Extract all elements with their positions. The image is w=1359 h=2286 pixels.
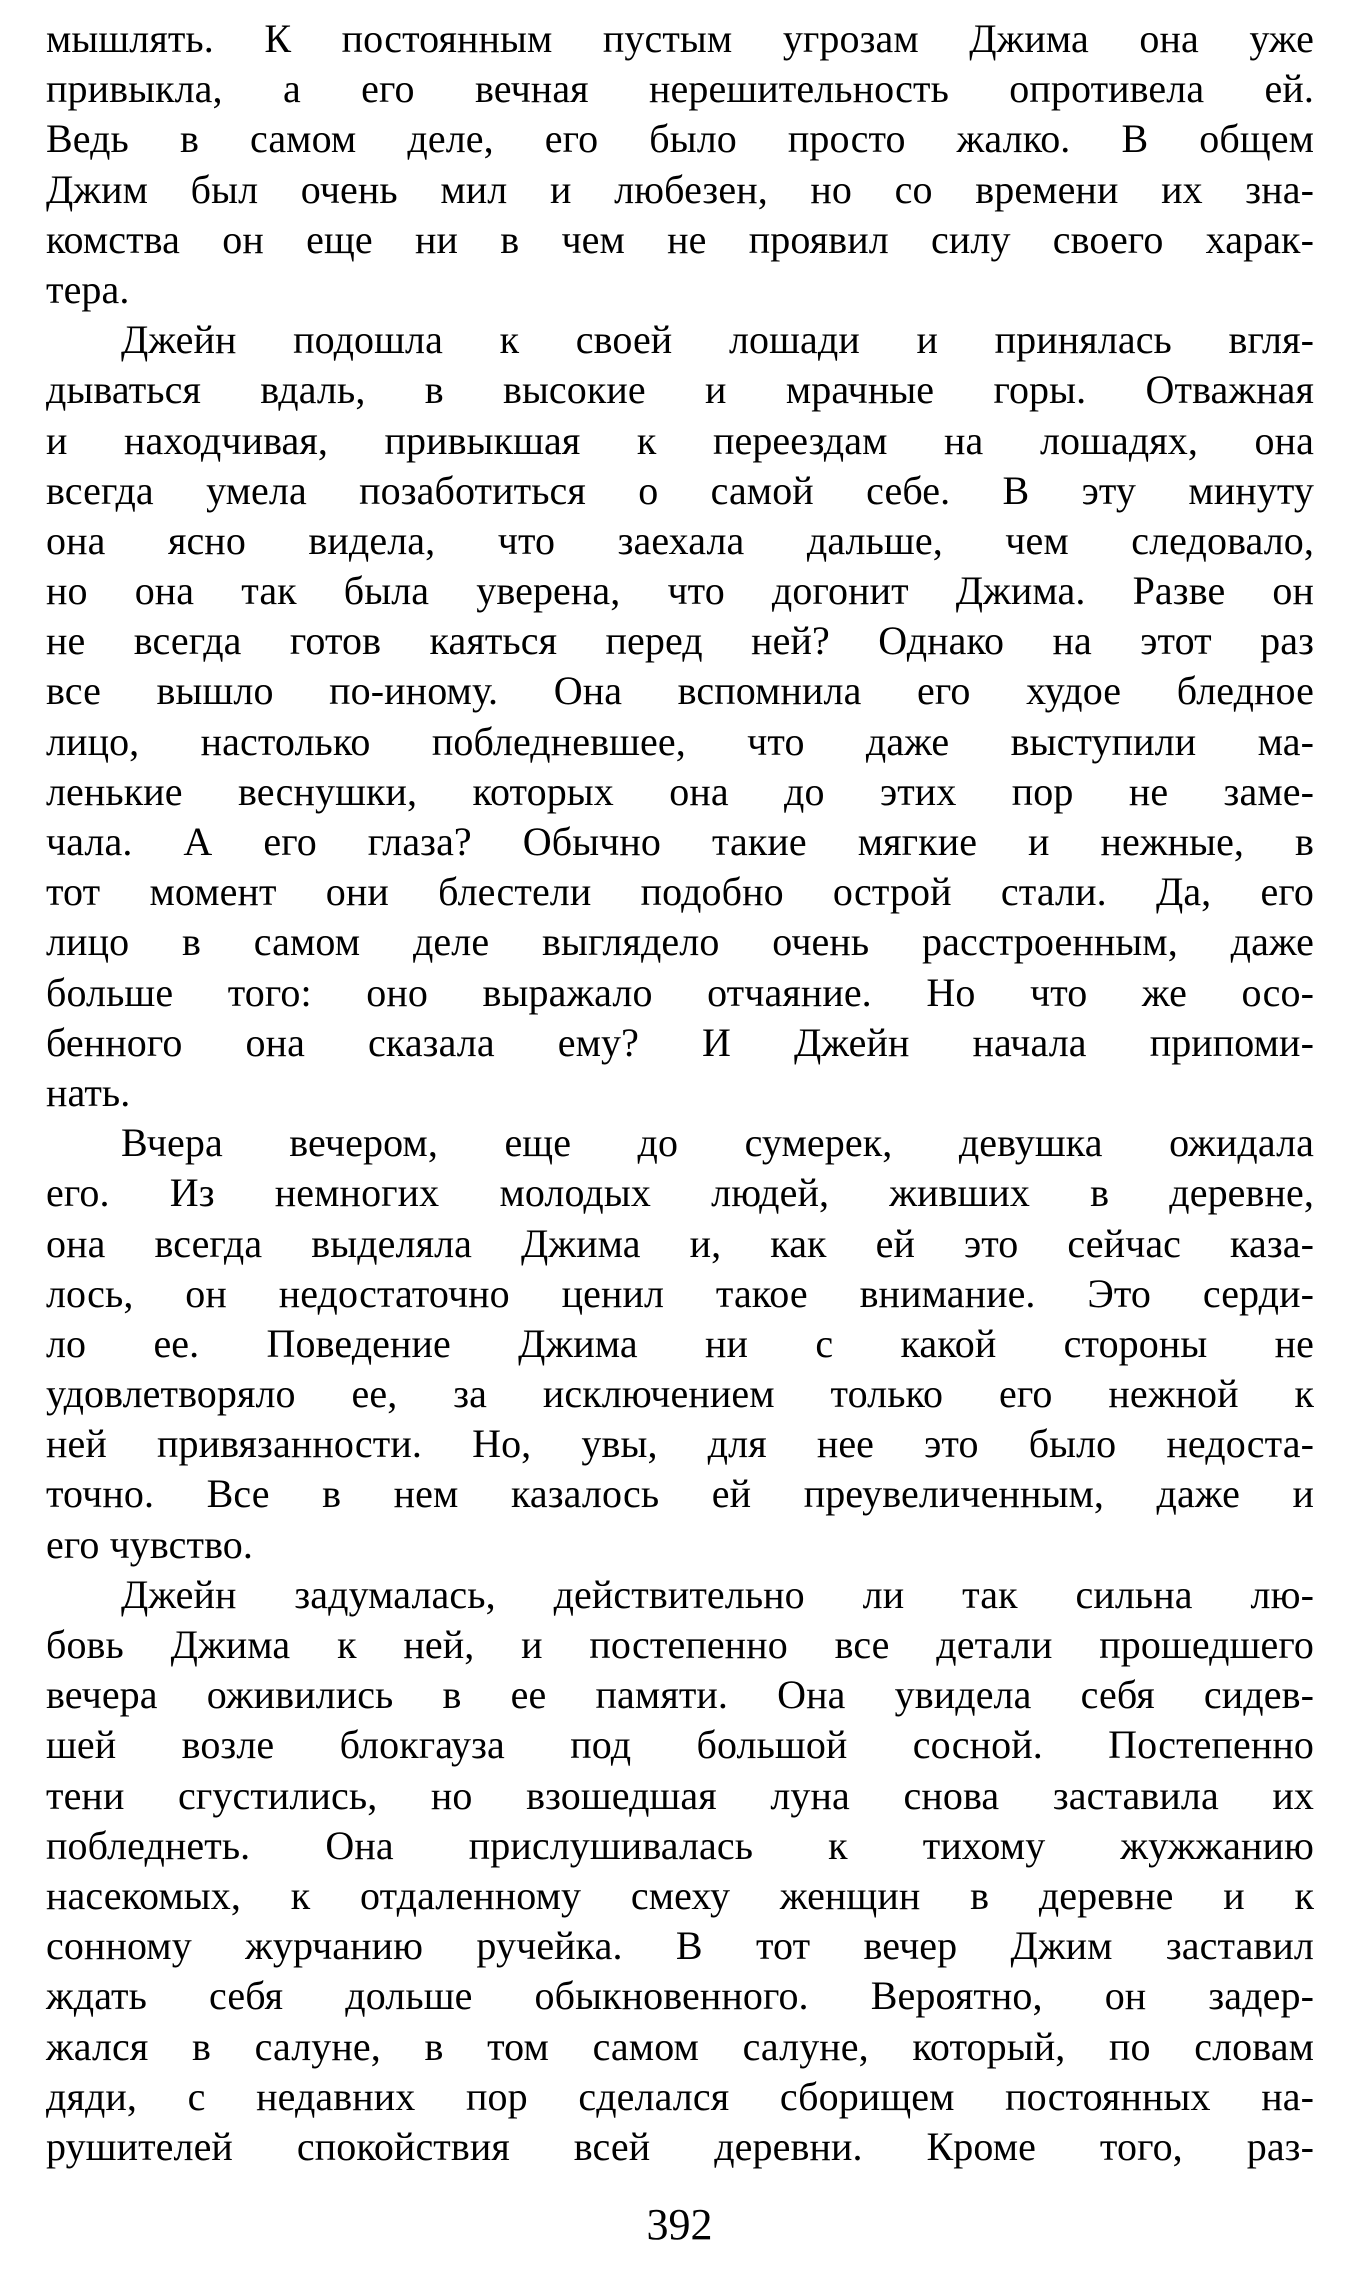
text-line: ленькие веснушки, которых она до этих пор не заме- (46, 768, 1314, 814)
text-line: чала. А его глаза? Обычно такие мягкие и нежные, в (46, 819, 1314, 864)
text-line: вечера оживились в ее памяти. Она увидела себя сидев- (46, 1672, 1314, 1718)
text-line: бенного она сказала ему? И Джейн начала припоми- (46, 1019, 1314, 1065)
text-line: всегда умела позаботиться о самой себе. В эту минуту (46, 467, 1314, 513)
text-line: лось, он недостаточно ценил такое внимание. Это серди- (46, 1270, 1314, 1316)
text-line: дяди, с недавних пор сделался сборищем постоянных на- (46, 2073, 1314, 2119)
text-line: шей возле блокгауза под большой сосной. Постепенно (46, 1722, 1314, 1768)
text-line: больше того: оно выражало отчаяние. Но что же осо- (46, 969, 1314, 1015)
text-line: лицо в самом деле выглядело очень расстроенным, даже (46, 919, 1314, 965)
paragraph (46, 1570, 1314, 2172)
text-line: его чувство. (46, 1521, 253, 1567)
text-line: Джейн задумалась, действительно ли так сильна лю- (121, 1571, 1314, 1617)
text-line: Джейн подошла к своей лошади и принялась вгля- (121, 317, 1314, 363)
text-line: сонному журчанию ручейка. В тот вечер Джим заставил (46, 1923, 1314, 1969)
text-line: его. Из немногих молодых людей, живших в деревне, (46, 1170, 1314, 1216)
text-line: точно. Все в нем казалось ей преувеличенным, даже и (46, 1471, 1314, 1517)
text-line: рушителей спокойствия всей деревни. Кроме того, раз- (46, 2123, 1314, 2169)
text-line: нать. (46, 1069, 131, 1115)
text-line: жался в салуне, в том самом салуне, который, по словам (46, 2023, 1314, 2069)
paragraph (46, 315, 1314, 1118)
text-line: она ясно видела, что заехала дальше, чем следовало, (46, 517, 1314, 563)
text-line: ждать себя дольше обыкновенного. Вероятно, он задер- (46, 1973, 1314, 2019)
text-line: насекомых, к отдаленному смеху женщин в деревне и к (46, 1872, 1314, 1918)
text-line: Вчера вечером, еще до сумерек, девушка ожидала (121, 1120, 1314, 1166)
paragraph (46, 1118, 1314, 1570)
text-line: бовь Джима к ней, и постепенно все детали прошедшего (46, 1622, 1314, 1667)
text-line: она всегда выделяла Джима и, как ей это сейчас каза- (46, 1220, 1314, 1266)
text-line: все вышло по-иному. Она вспомнила его худое бледное (46, 668, 1314, 714)
paragraph (46, 14, 1314, 315)
text-line: удовлетворяло ее, за исключением только его нежной к (46, 1371, 1314, 1417)
text-line: тера. (46, 266, 130, 312)
text-line: лицо, настолько побледневшее, что даже выступили ма- (46, 718, 1314, 764)
text-line: Джим был очень мил и любезен, но со времени их зна- (46, 166, 1314, 212)
text-line: ней привязанности. Но, увы, для нее это было недоста- (46, 1421, 1314, 1467)
text-line: ло ее. Поведение Джима ни с какой стороны не (46, 1320, 1314, 1366)
text-line: дываться вдаль, в высокие и мрачные горы. Отважная (46, 367, 1314, 413)
page-text (46, 14, 1314, 2172)
text-line: но она так была уверена, что догонит Джима. Разве он (46, 568, 1314, 614)
page-number: 392 (646, 2200, 713, 2249)
text-line: Ведь в самом деле, его было просто жалко. В общем (46, 116, 1314, 162)
text-line: комства он еще ни в чем не проявил силу своего харак- (46, 216, 1314, 262)
text-line: тот момент они блестели подобно острой стали. Да, его (46, 869, 1314, 915)
text-line: и находчивая, привыкшая к переездам на лошадях, она (46, 417, 1314, 463)
text-line: побледнеть. Она прислушивалась к тихому жужжанию (46, 1822, 1314, 1868)
text-line: привыкла, а его вечная нерешительность опротивела ей. (46, 66, 1314, 112)
text-line: тени сгустились, но взошедшая луна снова заставила их (46, 1772, 1314, 1818)
text-line: не всегда готов каяться перед ней? Однако на этот раз (46, 618, 1314, 664)
text-line: мышлять. К постоянным пустым угрозам Джима она уже (46, 16, 1314, 61)
